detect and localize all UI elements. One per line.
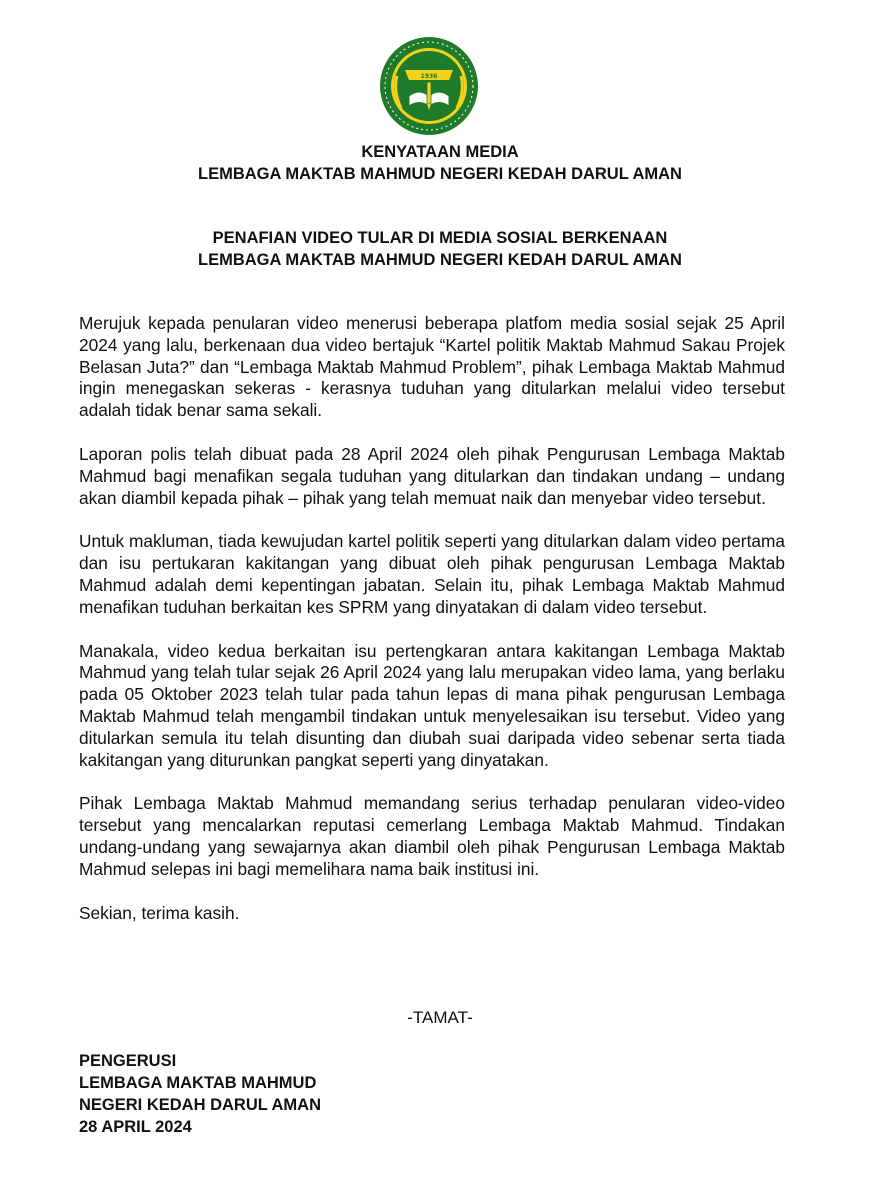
- signature-org-line-1: LEMBAGA MAKTAB MAHMUD: [79, 1074, 317, 1092]
- statement-organization: LEMBAGA MAKTAB MAHMUD NEGERI KEDAH DARUL AMAN: [198, 165, 682, 183]
- end-mark: -TAMAT-: [407, 1008, 473, 1027]
- closing-line: Sekian, terima kasih.: [79, 902, 240, 923]
- subject-line-1: PENAFIAN VIDEO TULAR DI MEDIA SOSIAL BERKENAAN: [212, 229, 668, 247]
- lembaga-maktab-mahmud-crest-icon: [379, 36, 479, 136]
- crest-year: 1936: [420, 73, 438, 80]
- signature-block: [79, 1050, 321, 1138]
- paragraph: Merujuk kepada penularan video menerusi beberapa platfom media sosial sejak 25 April 2024 yang lalu, berkenaan dua video bertajuk “Kartel politik Maktab Mahmud Sakau Projek Belasan Juta?” dan “Lembaga Maktab Mahmud Problem”, pihak Lembaga Maktab Mahmud ingin menegaskan sekeras - kerasnya tuduhan yang ditularkan melalui video tersebut adalah tidak benar sama sekali.: [79, 313, 785, 421]
- paragraph: Laporan polis telah dibuat pada 28 April 2024 oleh pihak Pengurusan Lembaga Maktab Mahmud bagi menafikan segala tuduhan yang ditularkan dan tindakan undang – undang akan diambil kepada pihak – pihak yang telah memuat naik dan menyebar video tersebut.: [79, 443, 785, 508]
- signature-date: 28 APRIL 2024: [79, 1118, 192, 1136]
- paragraph: Manakala, video kedua berkaitan isu pertengkaran antara kakitangan Lembaga Maktab Mahmud yang telah tular sejak 26 April 2024 yang lalu merupakan video lama, yang berlaku pada 05 Oktober 2023 telah tular pada tahun lepas di mana pihak pengurusan Lembaga Maktab Mahmud telah mengambil tindakan untuk menyelesaikan isu tersebut. Video yang ditularkan semula itu telah disunting dan diubah suai daripada video sebenar serta tiada kakitangan yang diturunkan pangkat seperti yang dinyatakan.: [79, 640, 785, 770]
- signature-role: PENGERUSI: [79, 1052, 177, 1070]
- statement-body: [79, 313, 785, 924]
- subject-heading: [0, 227, 880, 271]
- signature-org-line-2: NEGERI KEDAH DARUL AMAN: [79, 1096, 322, 1114]
- paragraph: Pihak Lembaga Maktab Mahmud memandang serius terhadap penularan video-video tersebut yang mencalarkan reputasi cemerlang Lembaga Maktab Mahmud. Tindakan undang-undang yang sewajarnya akan diambil oleh pihak Pengurusan Lembaga Maktab Mahmud selepas ini bagi memelihara nama baik institusi ini.: [79, 793, 785, 879]
- media-statement-header: [0, 141, 880, 185]
- paragraph: Untuk makluman, tiada kewujudan kartel politik seperti yang ditularkan dalam video pertama dan isu pertukaran kakitangan yang dibuat oleh pihak pengurusan Lembaga Maktab Mahmud adalah demi kepentingan jabatan. Selain itu, pihak Lembaga Maktab Mahmud menafikan tuduhan berkaitan kes SPRM yang dinyatakan di dalam video tersebut.: [79, 531, 785, 617]
- statement-title: KENYATAAN MEDIA: [361, 143, 519, 161]
- subject-line-2: LEMBAGA MAKTAB MAHMUD NEGERI KEDAH DARUL AMAN: [198, 251, 682, 269]
